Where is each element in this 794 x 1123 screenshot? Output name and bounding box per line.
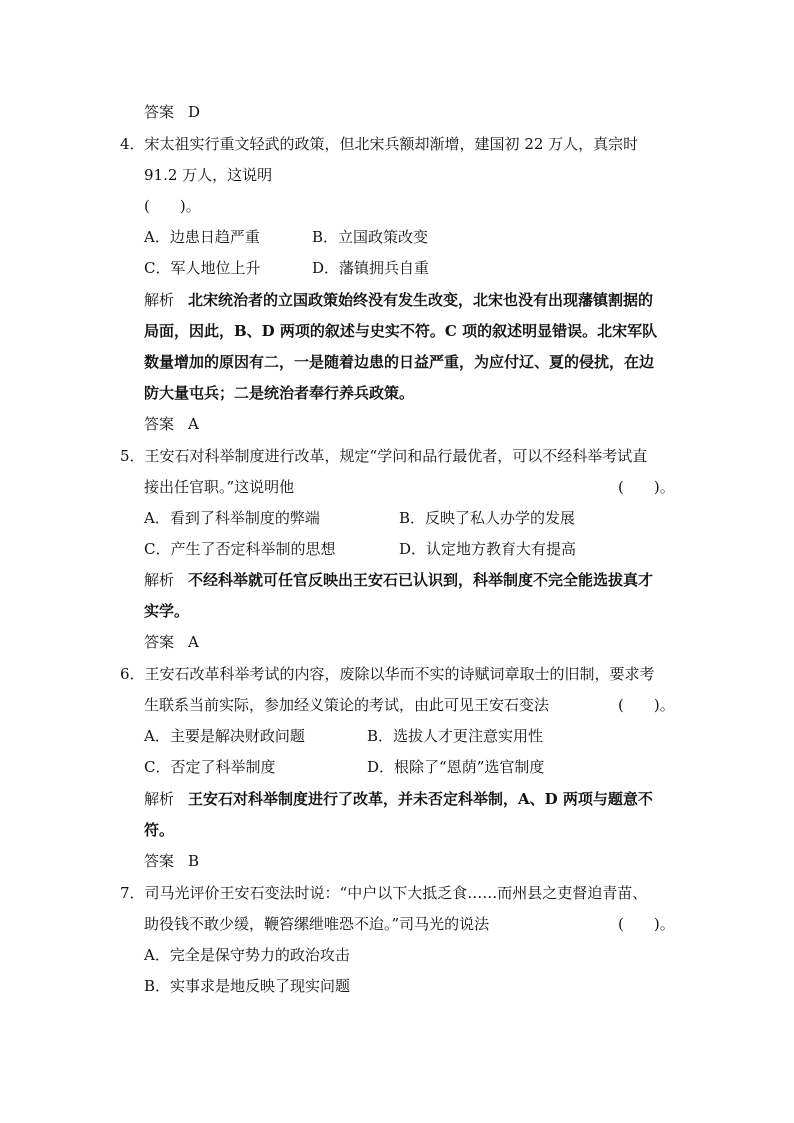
analysis-text: 不经科举就可任官反映出王安石已认识到，科举制度不完全能选拔真才 [188,571,654,589]
q4-option-d: D．藩镇拥兵自重 [312,259,430,277]
q6-bracket: ( )。 [618,696,675,714]
q4-answer [144,414,199,434]
answer-label: 答案 [144,852,175,870]
q5-option-b: B．反映了私人办学的发展 [399,509,576,527]
answer-value: A [188,415,199,433]
q5-stem-line1: 5．王安石对科举制度进行改革，规定“学问和品行最优者，可以不经科举考试直 [120,447,648,465]
q4-analysis-line4: 防大量屯兵；二是统治者奉行养兵政策。 [144,384,415,402]
q4-analysis-line2: 局面，因此，B、D 两项的叙述与史实不符。C 项的叙述明显错误。北宋军队 [144,322,658,340]
analysis-text: 王安石对科举制度进行了改革，并未否定科举制，A、D 两项与题意不 [188,790,653,808]
q4-stem-line2: 91.2 万人，这说明 [144,166,273,184]
q5-analysis-line1 [144,570,653,590]
answer-label: 答案 [144,633,175,651]
q5-stem-line2: 接出任官职。”这说明他 [144,478,295,496]
q7-stem-line1: 7．司马光评价王安石变法时说：“中户以下大抵乏食……而州县之吏督迫青苗、 [120,884,648,902]
q5-option-d: D．认定地方教育大有提高 [399,540,577,558]
q6-option-b: B．选拔人才更注意实用性 [367,727,544,745]
answer-value: A [188,633,199,651]
q5-option-a: A．看到了科举制度的弊端 [144,509,320,527]
q5-option-c: C．产生了否定科举制的思想 [144,540,336,558]
q4-option-b: B．立国政策改变 [312,228,429,246]
q6-answer [144,851,199,871]
q6-stem-line2: 生联系当前实际，参加经义策论的考试，由此可见王安石变法 [144,696,550,714]
q7-option-b: B．实事求是地反映了现实问题 [144,977,351,995]
answer-label: 答案 [144,103,175,121]
analysis-label: 解析 [144,571,175,589]
answer-value: D [188,103,201,121]
q5-bracket: ( )。 [618,478,675,496]
q4-option-a: A．边患日趋严重 [144,228,260,246]
analysis-label: 解析 [144,790,175,808]
q7-stem-line2: 助役钱不敢少缓，鞭笞缧绁唯恐不迨。”司马光的说法 [144,915,490,933]
q4-analysis-line3: 数量增加的原因有二，一是随着边患的日益严重，为应付辽、夏的侵扰，在边 [144,353,655,371]
answer-label: 答案 [144,415,175,433]
q5-answer [144,632,199,652]
q5-analysis-line2: 实学。 [144,602,190,620]
q6-option-d: D．根除了“恩荫”选官制度 [367,758,545,776]
q6-option-a: A．主要是解决财政问题 [144,727,305,745]
q4-bracket: ( )。 [144,197,201,215]
q7-option-a: A．完全是保守势力的政治攻击 [144,946,350,964]
q6-analysis-line2: 符。 [144,821,175,839]
q6-analysis-line1 [144,789,653,809]
q6-stem-line1: 6．王安石改革科举考试的内容，废除以华而不实的诗赋词章取士的旧制，要求考 [120,665,655,683]
answer-value: B [188,852,200,870]
q6-option-c: C．否定了科举制度 [144,758,276,776]
analysis-label: 解析 [144,291,175,309]
q4-stem-line1: 4．宋太祖实行重文轻武的政策，但北宋兵额却渐增，建国初 22 万人，真宗时 [120,135,639,153]
q7-bracket: ( )。 [618,915,675,933]
q3-answer [144,102,200,122]
analysis-text: 北宋统治者的立国政策始终没有发生改变，北宋也没有出现藩镇割据的 [188,291,654,309]
q4-option-c: C．军人地位上升 [144,259,261,277]
q4-analysis-line1 [144,290,653,310]
